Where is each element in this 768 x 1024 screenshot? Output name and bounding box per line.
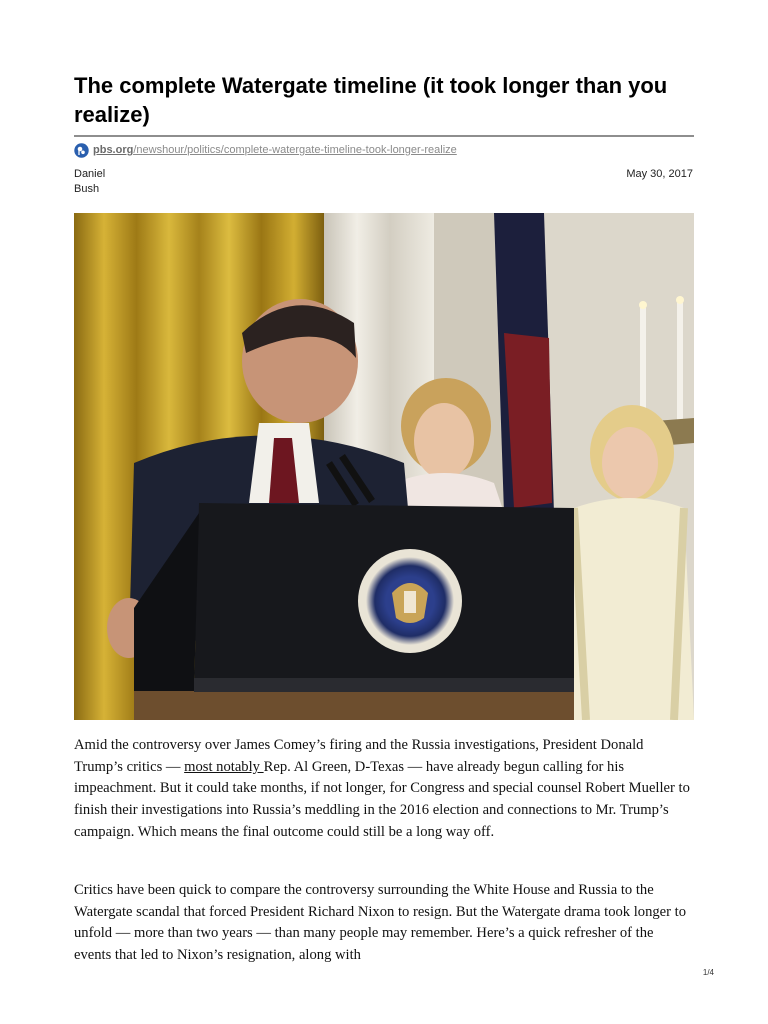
publish-date: May 30, 2017: [626, 168, 693, 180]
author-name: [74, 167, 154, 197]
author-last: Bush: [74, 183, 100, 195]
p1-text-start: Amid the controversy over James Comey’s firing and the Russia investigations, President Donald Trump’s critics —: [74, 737, 644, 775]
source-domain[interactable]: pbs.org: [93, 144, 134, 156]
title-divider: [74, 135, 694, 137]
source-path[interactable]: /newshour/politics/complete-watergate-timeline-took-longer-realize: [133, 144, 457, 156]
page-number: 1/4: [702, 968, 714, 977]
body-paragraph-2: Critics have been quick to compare the controversy surrounding the White House and Russia to the Watergate scandal that forced President Richard Nixon to resign. But the Watergate drama took longer to unfold — more than two years — than many people may remember. Here’s a quick refresher of the events that led to Nixon’s resignation, along with: [74, 882, 687, 964]
article-title: The complete Watergate timeline (it took longer than you realize): [74, 73, 668, 127]
p1-text-end: Rep. Al Green, D-Texas — have already begun calling for his impeachment. But it could take months, if not longer, for Congress and special counsel Robert Mueller to finish their investigations into Russia’s meddling in the 2016 election and connections to Mr. Trump’s campaign. Which means the final outcome could still be a long way off.: [74, 758, 690, 840]
body-paragraph-1: [74, 735, 694, 844]
source-link[interactable]: [74, 141, 457, 159]
pbs-logo-icon: [74, 143, 89, 158]
most-notably-link[interactable]: most notably: [184, 758, 264, 775]
author-first: Daniel: [74, 168, 106, 180]
nixon-podium-photo: [74, 213, 694, 720]
